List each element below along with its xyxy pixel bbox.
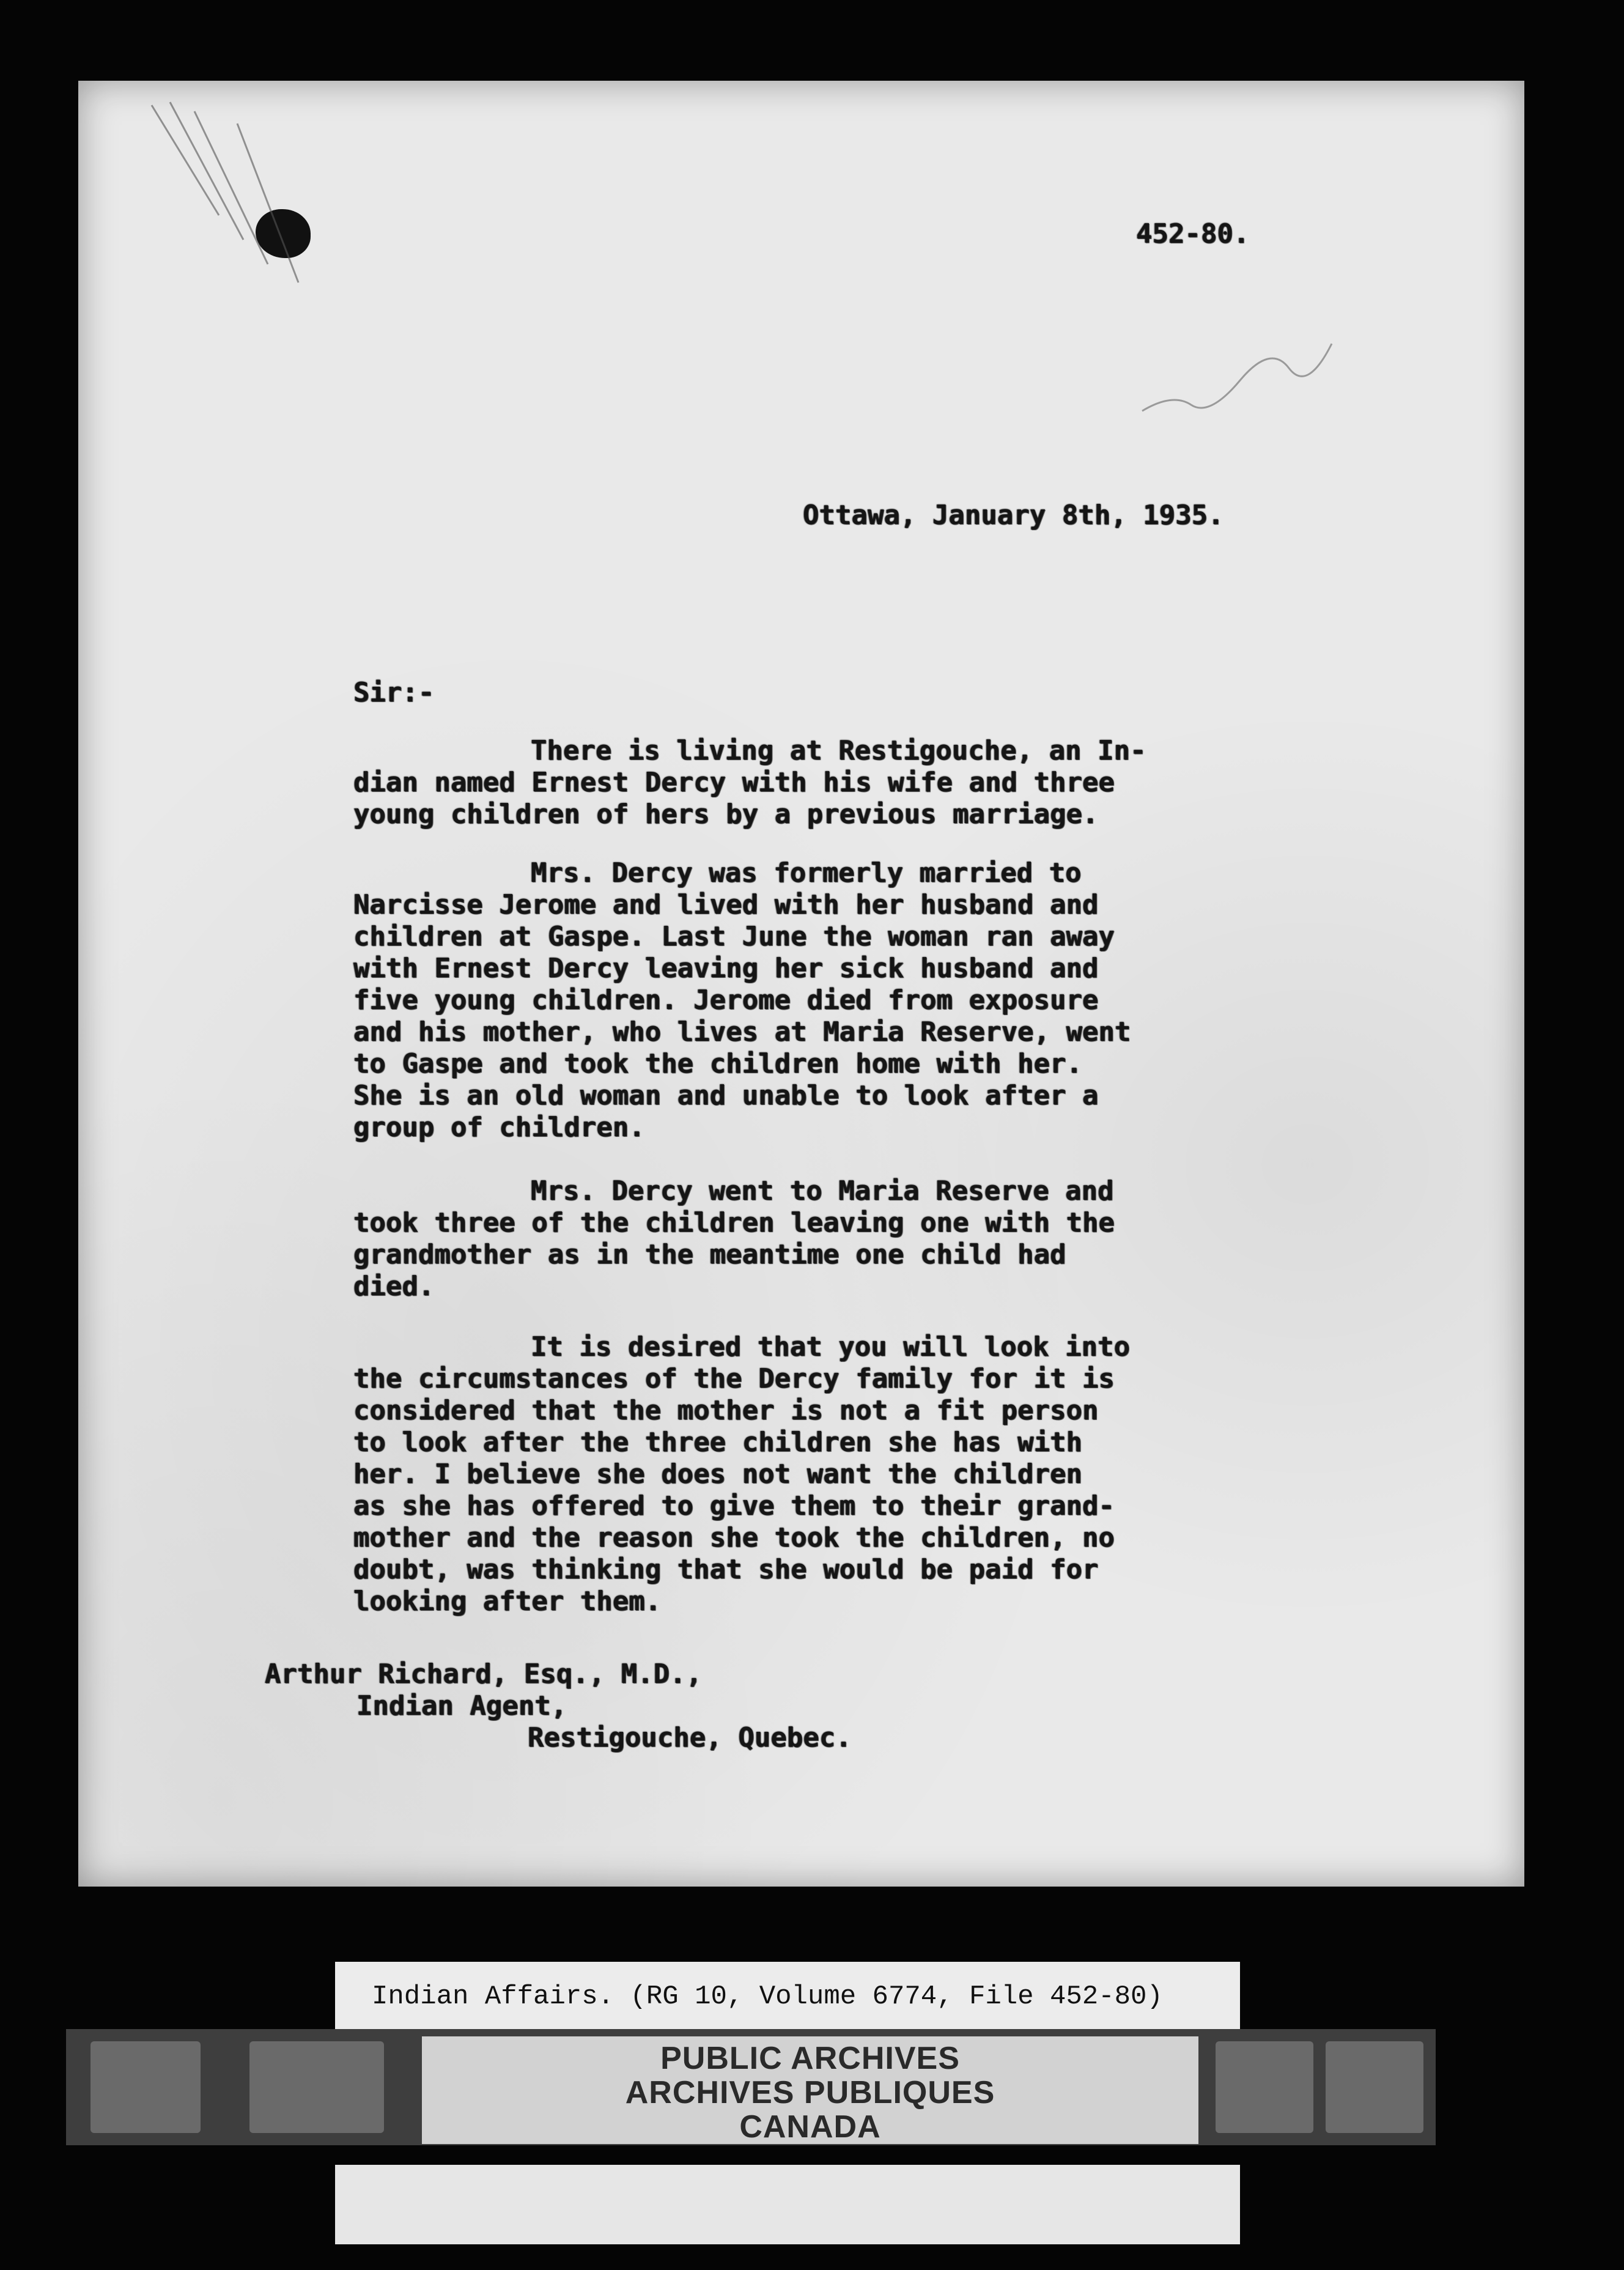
archive-reference-label — [335, 1962, 1240, 2033]
addressee-location: Restigouche, Quebec. — [528, 1722, 852, 1753]
file-number: 452-80. — [1136, 218, 1250, 250]
archives-stamp — [422, 2036, 1198, 2144]
film-frame — [249, 2041, 384, 2133]
paragraph-line: young children of hers by a previous marriage. — [353, 799, 1099, 830]
film-frame — [90, 2041, 201, 2133]
paragraph-line: mother and the reason she took the children, no — [353, 1522, 1115, 1553]
pencil-mark — [1136, 319, 1344, 442]
scratch-marks — [146, 99, 366, 301]
paragraph-line: five young children. Jerome died from exposure — [353, 985, 1099, 1016]
paragraph-line: She is an old woman and unable to look after a — [353, 1080, 1099, 1111]
paragraph-line: looking after them. — [353, 1586, 662, 1617]
letter-page — [78, 81, 1524, 1887]
addressee-title: Indian Agent, — [356, 1690, 567, 1721]
paragraph-line: died. — [353, 1271, 435, 1302]
paragraph-1 — [353, 735, 1146, 830]
paragraph-line: group of children. — [353, 1112, 645, 1143]
paragraph-4 — [353, 1331, 1130, 1617]
paragraph-line: her. I believe she does not want the children — [353, 1458, 1083, 1490]
paragraph-line: Mrs. Dercy was formerly married to — [531, 857, 1082, 889]
paragraph-line: Narcisse Jerome and lived with her husband and — [353, 889, 1099, 920]
film-frame — [1216, 2041, 1313, 2133]
salutation: Sir:- — [353, 677, 435, 708]
paragraph-line: considered that the mother is not a fit person — [353, 1395, 1099, 1426]
stamp-line-country: CANADA — [739, 2109, 881, 2145]
paragraph-line: with Ernest Dercy leaving her sick husband and — [353, 953, 1099, 984]
paragraph-line: as she has offered to give them to their grand- — [353, 1490, 1115, 1521]
paragraph-2 — [353, 857, 1131, 1144]
addressee-block — [265, 1658, 852, 1754]
paragraph-line: dian named Ernest Dercy with his wife and three — [353, 767, 1115, 798]
paragraph-line: grandmother as in the meantime one child had — [353, 1239, 1066, 1270]
paragraph-3 — [353, 1175, 1115, 1303]
stamp-line-english: PUBLIC ARCHIVES — [660, 2041, 960, 2076]
paragraph-line: to look after the three children she has with — [353, 1427, 1083, 1458]
paragraph-line: and his mother, who lives at Maria Reserve, went — [353, 1016, 1131, 1048]
paragraph-line: the circumstances of the Dercy family for it is — [353, 1363, 1115, 1394]
stamp-line-french: ARCHIVES PUBLIQUES — [625, 2075, 995, 2110]
letter-date: Ottawa, January 8th, 1935. — [803, 500, 1224, 531]
paragraph-line: to Gaspe and took the children home with her. — [353, 1048, 1083, 1079]
paragraph-line: It is desired that you will look into — [531, 1331, 1131, 1362]
paragraph-line: There is living at Restigouche, an In- — [531, 735, 1146, 766]
paragraph-line: Mrs. Dercy went to Maria Reserve and — [531, 1175, 1114, 1207]
film-frame — [1326, 2041, 1423, 2133]
paragraph-line: doubt, was thinking that she would be paid for — [353, 1554, 1099, 1585]
paragraph-line: took three of the children leaving one with the — [353, 1207, 1115, 1238]
archive-reference-text: Indian Affairs. (RG 10, Volume 6774, File 452-80) — [372, 1981, 1163, 2012]
blank-label-strip — [335, 2165, 1240, 2244]
addressee-name: Arthur Richard, Esq., M.D., — [265, 1658, 703, 1690]
paragraph-line: children at Gaspe. Last June the woman ran away — [353, 921, 1115, 952]
